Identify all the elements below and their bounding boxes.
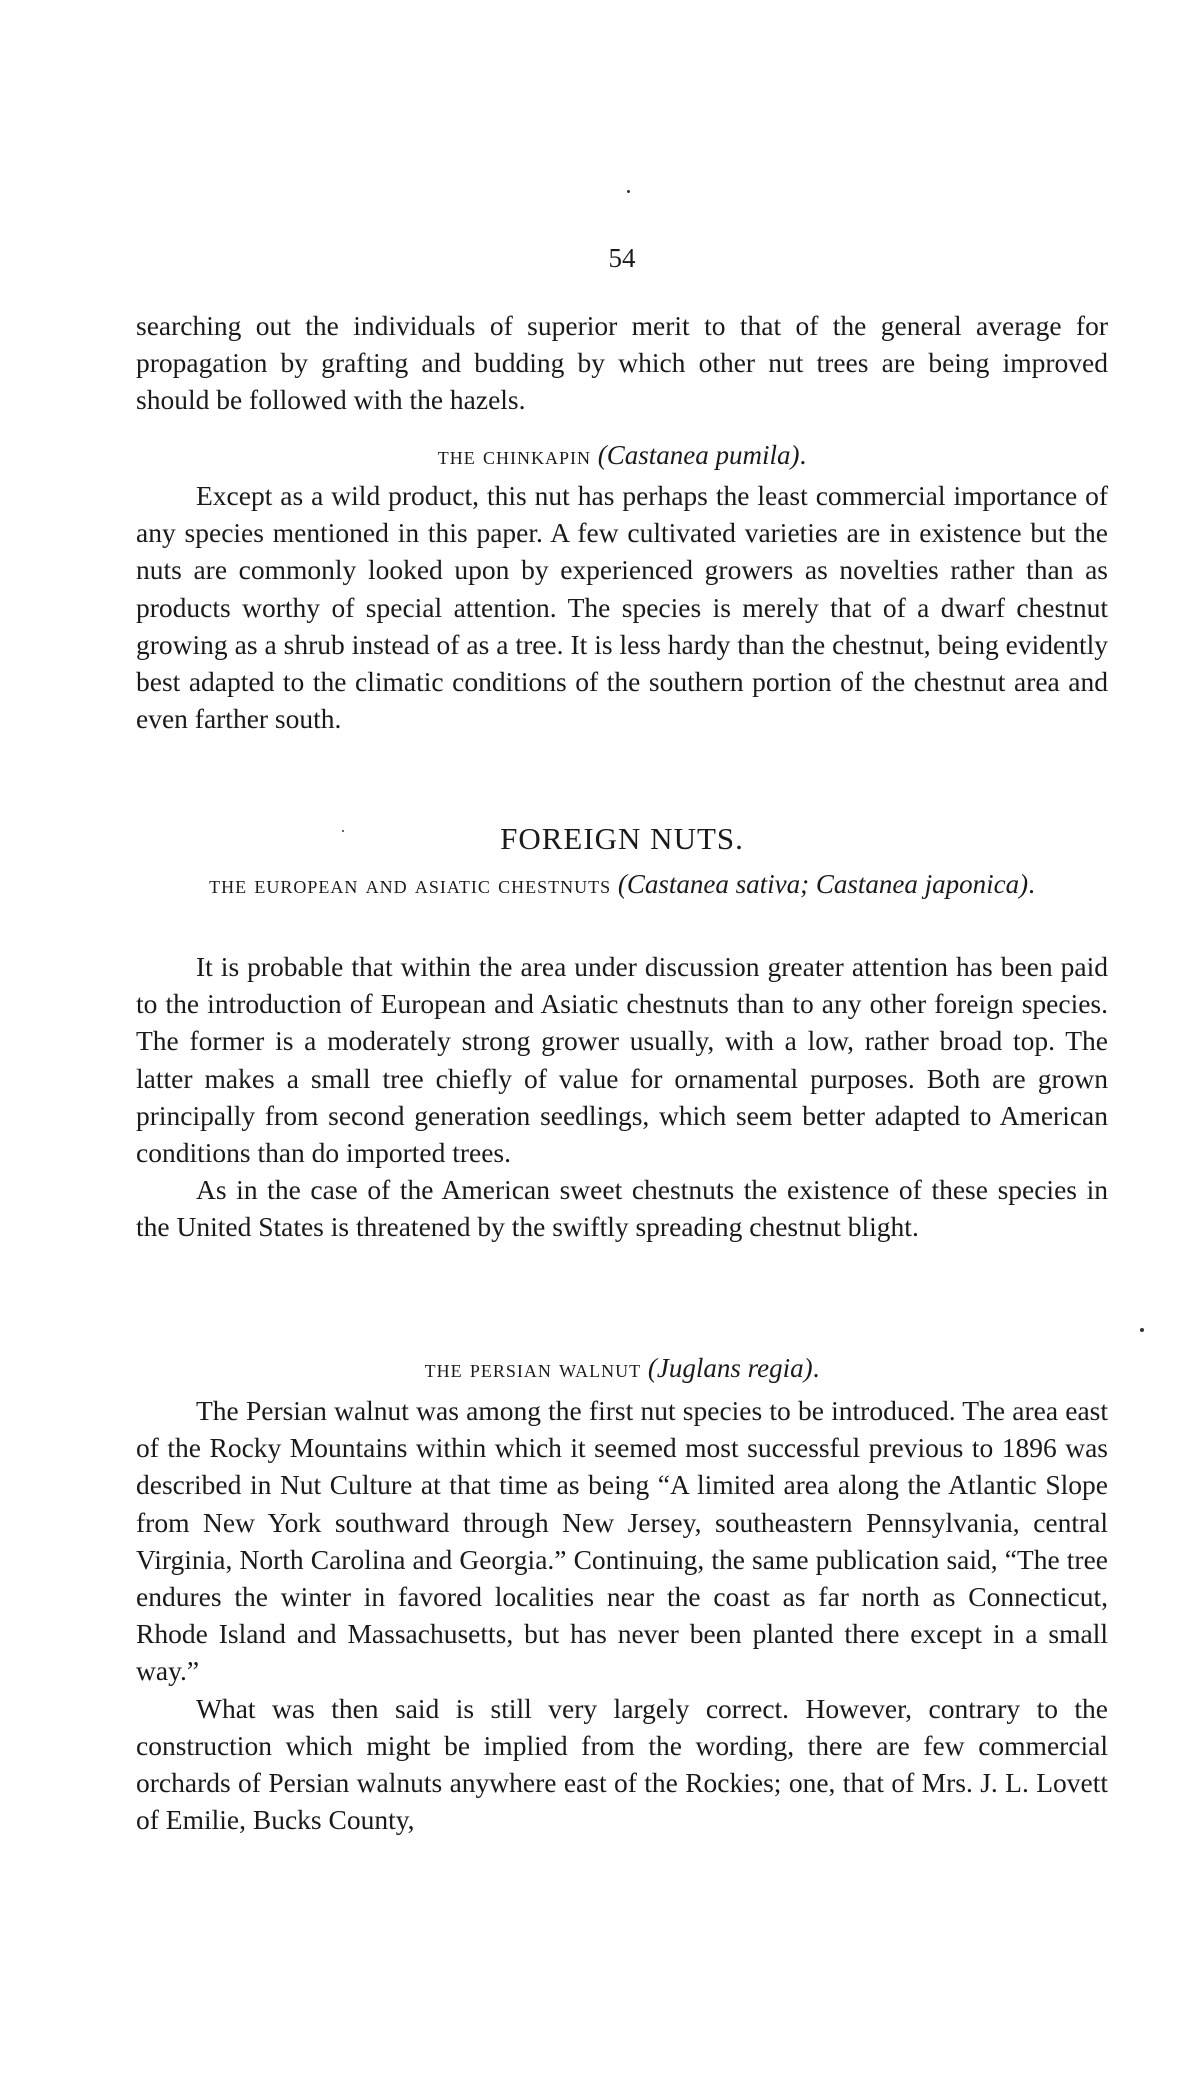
scan-speck (1140, 1328, 1144, 1332)
chestnuts-heading-period: . (1028, 869, 1035, 899)
persian-walnut-paragraphs-block (136, 1392, 1108, 1838)
chinkapin-paragraph: Except as a wild product, this nut has perhaps the least commercial importance of any species mentioned in this paper. A few cultivated varieties are in existence but the nuts are commonly looked upon by experienced growers as novelties rather than as products worthy of special attention. The species is merely that of a dwarf chestnut growing as a shrub instead of as a tree. It is less hardy than the chestnut, being evidently best adapted to the climatic conditions of the southern portion of the chestnut area and even farther south. (136, 480, 1108, 735)
foreign-nuts-heading: FOREIGN NUTS. (500, 821, 744, 856)
chinkapin-paragraph-block (136, 477, 1108, 737)
scan-speck (342, 830, 344, 832)
opening-paragraph: searching out the individuals of superior merit to that of the general average for propagation by grafting and budding by which other nut trees are being improved should be followed with the hazels. (136, 310, 1108, 416)
chinkapin-heading-species: (Castanea pumila) (597, 440, 800, 470)
page-number: 54 (608, 243, 636, 273)
persian-walnut-heading (136, 1350, 1108, 1388)
persian-walnut-heading-period: . (812, 1353, 820, 1383)
opening-paragraph-block (136, 307, 1108, 419)
persian-walnut-heading-title: the persian walnut (424, 1356, 642, 1383)
persian-walnut-heading-species: (Juglans regia) (647, 1353, 813, 1383)
chinkapin-heading-title: the chinkapin (437, 443, 591, 470)
chestnuts-heading-title: the european and asiatic chestnuts (209, 872, 612, 899)
persian-walnut-paragraph-1: The Persian walnut was among the first nut species to be introduced. The area east of the Rocky Mountains within which it seemed most successful previous to 1896 was described in Nut Culture at that time as being “A limited area along the Atlantic Slope from New York southward through New Jersey, southeastern Pennsylvania, central Virginia, North Carolina and Georgia.” Continuing, the same publication said, “The tree endures the winter in favored localities near the coast as far north as Connecticut, Rhode Island and Massachusetts, but has never been planted there except in a small way.” (136, 1395, 1108, 1687)
chestnuts-heading (136, 866, 1108, 904)
chinkapin-heading-period: . (799, 440, 807, 470)
chinkapin-heading (136, 437, 1108, 475)
chestnuts-heading-species: (Castanea sativa; Castanea japonica) (617, 869, 1029, 899)
chestnuts-paragraph-2: As in the case of the American sweet chestnuts the existence of these species in the United States is threatened by the swiftly spreading chestnut blight. (136, 1174, 1108, 1243)
chestnuts-paragraphs-block (136, 948, 1108, 1246)
scan-speck (627, 190, 630, 193)
chestnuts-paragraph-1: It is probable that within the area under discussion greater attention has been paid to the introduction of European and Asiatic chestnuts than to any other foreign species. The former is a moderately strong grower usually, with a low, rather broad top. The latter makes a small tree chiefly of value for ornamental purposes. Both are grown principally from second generation seedlings, which seem better adapted to American conditions than do imported trees. (136, 951, 1108, 1169)
persian-walnut-paragraph-2: What was then said is still very largely correct. However, contrary to the construction which might be implied from the wording, there are few commercial orchards of Persian walnuts anywhere east of the Rockies; one, that of Mrs. J. L. Lovett of Emilie, Bucks County, (136, 1692, 1108, 1836)
